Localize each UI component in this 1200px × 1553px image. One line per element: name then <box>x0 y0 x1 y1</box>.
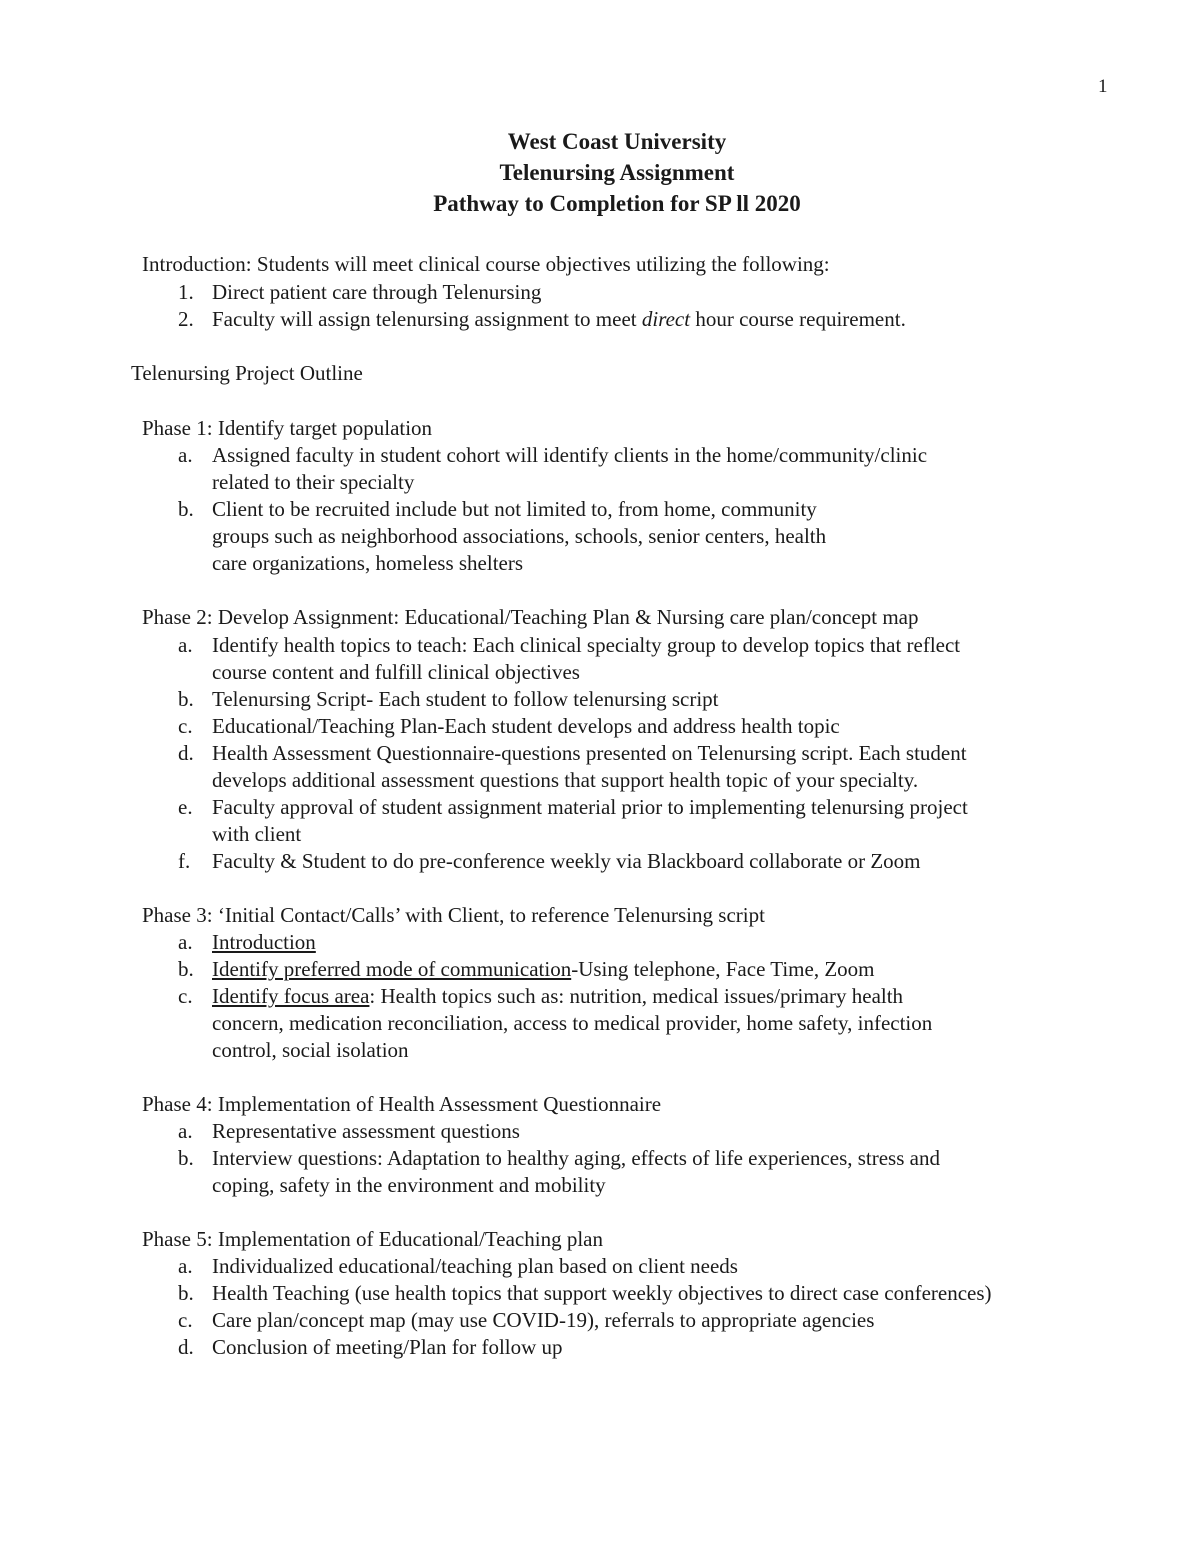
phase2-a-line1: Identify health topics to teach: Each clinical specialty group to develop topics that reflect <box>212 633 961 657</box>
phase4-b-line1: Interview questions: Adaptation to healthy aging, effects of life experiences, stress and <box>212 1146 940 1170</box>
page-number: 1 <box>1098 76 1108 97</box>
phase1-a-line1: Assigned faculty in student cohort will identify clients in the home/community/clinic <box>212 443 928 467</box>
phase3-c-line3: control, social isolation <box>212 1038 409 1062</box>
phase3-a-marker: a. <box>178 930 193 954</box>
phase1-b-line3: care organizations, homeless shelters <box>212 551 524 575</box>
phase4-a-marker: a. <box>178 1119 193 1143</box>
phase2-d-marker: d. <box>178 741 194 765</box>
phase1-heading: Phase 1: Identify target population <box>142 416 433 440</box>
intro-text: Introduction: Students will meet clinical course objectives utilizing the following: <box>142 252 830 276</box>
phase3-heading: Phase 3: ‘Initial Contact/Calls’ with Client, to reference Telenursing script <box>142 903 765 927</box>
phase5-a-text: Individualized educational/teaching plan based on client needs <box>212 1254 738 1278</box>
phase2-f-marker: f. <box>178 849 191 873</box>
phase2-d-line1: Health Assessment Questionnaire-questions presented on Telenursing script. Each student <box>212 741 967 765</box>
title-assignment: Telenursing Assignment <box>499 160 735 185</box>
phase3-c-marker: c. <box>178 984 193 1008</box>
phase4-b-line2: coping, safety in the environment and mobility <box>212 1173 606 1197</box>
phase4-heading: Phase 4: Implementation of Health Assessment Questionnaire <box>142 1092 662 1116</box>
phase2-f-text: Faculty & Student to do pre-conference weekly via Blackboard collaborate or Zoom <box>212 849 921 873</box>
phase3-c-underlined: Identify focus area <box>212 984 370 1008</box>
phase1-a-line2: related to their specialty <box>212 470 415 494</box>
phase3-a-text: Introduction <box>212 930 316 954</box>
phase4-a-text: Representative assessment questions <box>212 1119 520 1143</box>
phase2-a-marker: a. <box>178 633 193 657</box>
phase2-c-marker: c. <box>178 714 193 738</box>
phase5-d-marker: d. <box>178 1335 194 1359</box>
phase3-b-text: Identify preferred mode of communication-Using telephone, Face Time, Zoom <box>212 957 875 981</box>
phase1-b-line2: groups such as neighborhood associations, schools, senior centers, health <box>212 524 827 548</box>
phase5-a-marker: a. <box>178 1254 193 1278</box>
phase3-c-line2: concern, medication reconciliation, access to medical provider, home safety, infection <box>212 1011 933 1035</box>
intro-item-2: Faculty will assign telenursing assignment to meet direct hour course requirement. <box>212 307 906 331</box>
phase3-c-text: Identify focus area: Health topics such as: nutrition, medical issues/primary health <box>212 984 904 1008</box>
phase3-b-marker: b. <box>178 957 194 981</box>
phase2-e-marker: e. <box>178 795 193 819</box>
phase5-heading: Phase 5: Implementation of Educational/Teaching plan <box>142 1227 603 1251</box>
intro-item-2-marker: 2. <box>178 307 194 331</box>
phase3-b-underlined: Identify preferred mode of communication <box>212 957 572 981</box>
phase1-a-marker: a. <box>178 443 193 467</box>
intro-item-1: Direct patient care through Telenursing <box>212 280 542 304</box>
phase5-b-marker: b. <box>178 1281 194 1305</box>
phase5-b-text: Health Teaching (use health topics that support weekly objectives to direct case conferences) <box>212 1281 992 1305</box>
document-title <box>0 126 1200 219</box>
phase2-c-text: Educational/Teaching Plan-Each student develops and address health topic <box>212 714 840 738</box>
phase1-b-marker: b. <box>178 497 194 521</box>
phase5-c-text: Care plan/concept map (may use COVID-19), referrals to appropriate agencies <box>212 1308 875 1332</box>
phase2-d-line2: develops additional assessment questions that support health topic of your specialty. <box>212 768 919 792</box>
phase5-c-marker: c. <box>178 1308 193 1332</box>
phase2-heading: Phase 2: Develop Assignment: Educational/Teaching Plan & Nursing care plan/concept map <box>142 605 919 629</box>
title-university: West Coast University <box>507 129 727 154</box>
phase2-a-line2: course content and fulfill clinical objectives <box>212 660 580 684</box>
phase2-e-line1: Faculty approval of student assignment material prior to implementing telenursing project <box>212 795 968 819</box>
phase4-b-marker: b. <box>178 1146 194 1170</box>
phase1-b-line1: Client to be recruited include but not limited to, from home, community <box>212 497 817 521</box>
phase2-b-marker: b. <box>178 687 194 711</box>
phase2-b-text: Telenursing Script- Each student to follow telenursing script <box>212 687 719 711</box>
emphasis-direct: direct <box>641 307 691 331</box>
intro-item-1-marker: 1. <box>178 280 194 304</box>
phase5-d-text: Conclusion of meeting/Plan for follow up <box>212 1335 563 1359</box>
outline-heading: Telenursing Project Outline <box>131 361 363 385</box>
title-pathway: Pathway to Completion for SP ll 2020 <box>433 191 801 216</box>
phase2-e-line2: with client <box>212 822 302 846</box>
